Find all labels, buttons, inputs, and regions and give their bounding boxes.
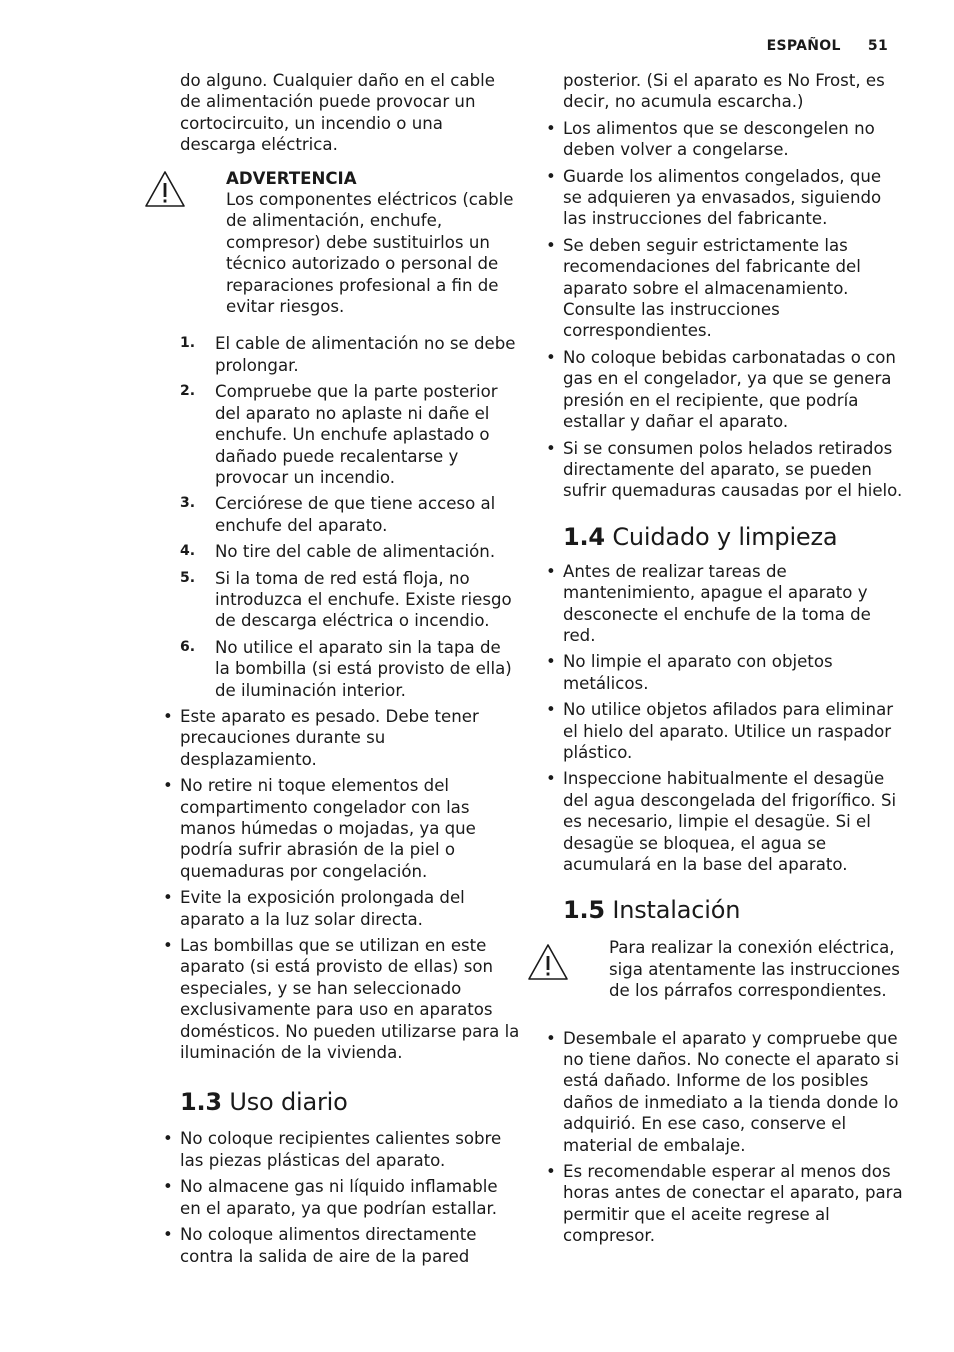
- list-item: [180, 333, 520, 376]
- right-column: [563, 70, 903, 1252]
- list-item: • No coloque recipientes calientes sobre las piezas plásticas del aparato.: [180, 1128, 520, 1171]
- bullet-list: [180, 706, 520, 1064]
- note-text: Para realizar la conexión eléctrica, siga atentamente las instrucciones de los párrafos correspondientes.: [609, 938, 900, 1001]
- item-number: 6.: [180, 638, 196, 655]
- list-item: • Se deben seguir estrictamente las recomendaciones del fabricante del aparato sobre el almacenamiento. Consulte las instrucciones correspondientes.: [563, 235, 903, 342]
- intro-paragraph: do alguno. Cualquier daño en el cable de alimentación puede provocar un cortocircuito, un incendio o una descarga eléctrica.: [180, 71, 495, 155]
- section-title: Uso diario: [229, 1088, 348, 1117]
- list-item: • Guarde los alimentos congelados, que se adquieren ya envasados, siguiendo las instrucciones del fabricante.: [563, 166, 903, 230]
- section-number: 1.4: [563, 522, 605, 551]
- list-item: • No coloque bebidas carbonatadas o con gas en el congelador, ya que se genera presión en el recipiente, que podría estallar y dañar el aparato.: [563, 347, 903, 433]
- header-language: ESPAÑOL: [766, 38, 841, 54]
- list-item: [180, 637, 520, 701]
- left-column: [180, 70, 520, 1272]
- list-item: [180, 541, 520, 562]
- list-item: • Desembale el aparato y compruebe que no tiene daños. No conecte el aparato si está dañado. Informe de los posibles daños de inmediato a la tienda donde lo adquirió. En ese caso, conserve el material de embalaje.: [563, 1028, 903, 1156]
- list-item: • No retire ni toque elementos del compartimento congelador con las manos húmedas o mojadas, ya que podría sufrir abrasión de la piel o quemaduras por congelación.: [180, 775, 520, 882]
- section-heading-1-5: [563, 895, 903, 925]
- section-heading-1-3: [180, 1087, 520, 1117]
- list-item: • Si se consumen polos helados retirados directamente del aparato, se pueden sufrir quemaduras causadas por el hielo.: [563, 438, 903, 502]
- section-title: Instalación: [612, 896, 741, 925]
- bullet-list: [563, 118, 903, 502]
- list-item: • Inspeccione habitualmente el desagüe del agua descongelada del frigorífico. Si es necesario, limpie el desagüe. Si el desagüe se bloquea, el agua se acumulará en la base del aparato.: [563, 768, 903, 875]
- list-item: [180, 493, 520, 536]
- item-number: 3.: [180, 495, 196, 512]
- section-number: 1.3: [180, 1088, 222, 1117]
- continuation-paragraph: posterior. (Si el aparato es No Frost, es decir, no acumula escarcha.): [563, 71, 885, 112]
- item-text: El cable de alimentación no se debe prolongar.: [215, 334, 516, 375]
- item-text: No tire del cable de alimentación.: [215, 542, 496, 562]
- bullet-list: [563, 1028, 903, 1247]
- list-item: • No limpie el aparato con objetos metálicos.: [563, 651, 903, 694]
- item-text: Si la toma de red está floja, no introduzca el enchufe. Existe riesgo de descarga eléctrica o incendio.: [215, 568, 512, 631]
- warning-triangle-icon: [527, 943, 569, 981]
- warning-block: [226, 168, 520, 318]
- item-number: 2.: [180, 383, 196, 400]
- item-text: Cerciórese de que tiene acceso al enchufe del aparato.: [215, 494, 496, 535]
- list-item: [180, 381, 520, 488]
- list-item: • No utilice objetos afilados para eliminar el hielo del aparato. Utilice un raspador plástico.: [563, 699, 903, 763]
- list-item: • Antes de realizar tareas de mantenimiento, apague el aparato y desconecte el enchufe de la toma de red.: [563, 561, 903, 647]
- warning-title: ADVERTENCIA: [226, 168, 357, 188]
- list-item: • Evite la exposición prolongada del aparato a la luz solar directa.: [180, 887, 520, 930]
- item-text: Compruebe que la parte posterior del aparato no aplaste ni dañe el enchufe. Un enchufe aplastado o dañado puede recalentarse y provocar un incendio.: [215, 382, 498, 487]
- list-item: • No coloque alimentos directamente contra la salida de aire de la pared: [180, 1224, 520, 1267]
- list-item: • Este aparato es pesado. Debe tener precauciones durante su desplazamiento.: [180, 706, 520, 770]
- warning-text: Los componentes eléctricos (cable de alimentación, enchufe, compresor) debe sustituirlos un técnico autorizado o personal de reparaciones profesional a fin de evitar riesgos.: [226, 190, 514, 317]
- page-header: [767, 38, 888, 54]
- section-title: Cuidado y limpieza: [612, 522, 838, 551]
- list-item: [180, 568, 520, 632]
- section-heading-1-4: [563, 522, 903, 552]
- warning-triangle-icon: [144, 170, 186, 208]
- list-item: • Las bombillas que se utilizan en este aparato (si está provisto de ellas) son especiales, y se han seleccionado exclusivamente para uso en aparatos domésticos. No pueden utilizarse para la iluminación de la vivienda.: [180, 935, 520, 1063]
- section-number: 1.5: [563, 896, 605, 925]
- list-item: • No almacene gas ni líquido inflamable en el aparato, ya que podrían estallar.: [180, 1176, 520, 1219]
- list-item: • Los alimentos que se descongelen no deben volver a congelarse.: [563, 118, 903, 161]
- item-number: 5.: [180, 569, 196, 586]
- item-text: No utilice el aparato sin la tapa de la bombilla (si está provisto de ella) de iluminación interior.: [215, 637, 512, 700]
- numbered-list: [180, 333, 520, 701]
- bullet-list: [180, 1128, 520, 1266]
- page-number: 51: [867, 38, 888, 54]
- note-block: [609, 937, 903, 1001]
- item-number: 4.: [180, 543, 196, 560]
- bullet-list: [563, 561, 903, 876]
- item-number: 1.: [180, 335, 196, 352]
- list-item: • Es recomendable esperar al menos dos horas antes de conectar el aparato, para permitir que el aceite regrese al compresor.: [563, 1161, 903, 1247]
